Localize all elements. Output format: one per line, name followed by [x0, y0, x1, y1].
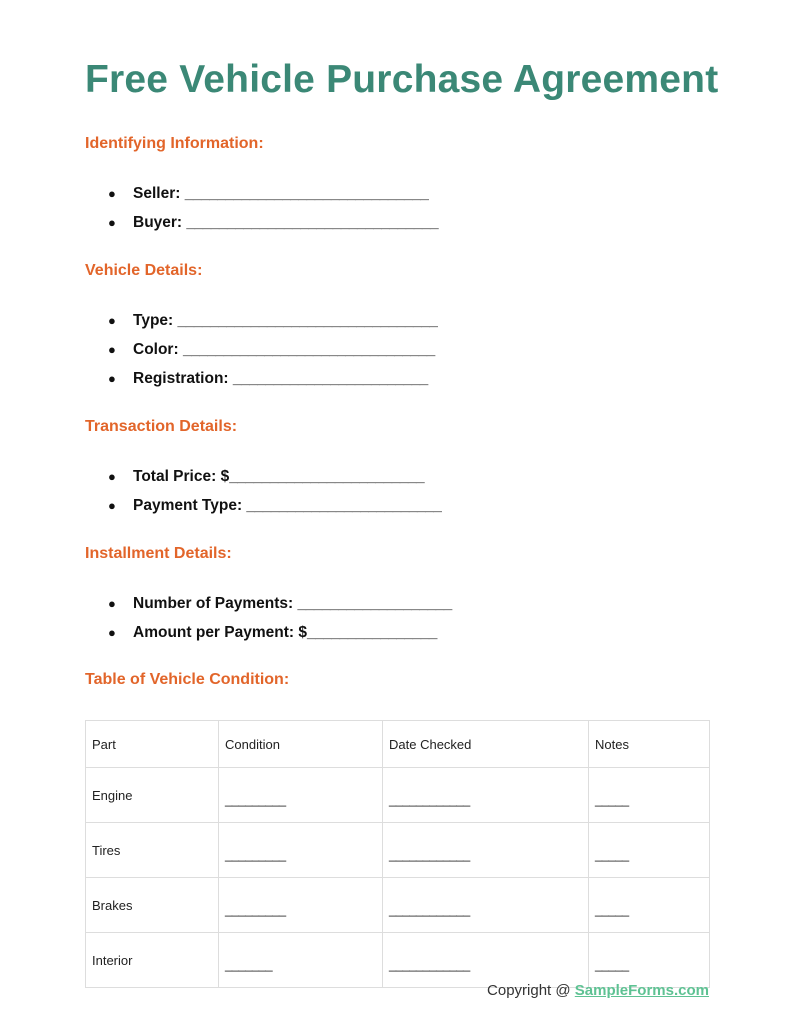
- identifying-info-heading: Identifying Information:: [85, 135, 264, 152]
- copyright-footer: [487, 982, 709, 999]
- table-row: [86, 933, 710, 988]
- bullet-icon: ●: [108, 596, 116, 611]
- table-row: [86, 823, 710, 878]
- buyer-label: Buyer:: [133, 214, 183, 231]
- part-cell: Engine: [86, 768, 219, 823]
- notes-cell[interactable]: _____: [589, 768, 710, 823]
- bullet-icon: ●: [108, 186, 116, 201]
- bullet-icon: ●: [108, 498, 116, 513]
- table-row: [86, 768, 710, 823]
- date-checked-cell[interactable]: ____________: [383, 768, 589, 823]
- total-price-label: Total Price: $: [133, 468, 230, 485]
- table-header-row: [86, 721, 710, 768]
- number-of-payments-blank[interactable]: ___________________: [297, 595, 452, 612]
- vehicle-condition-heading: Table of Vehicle Condition:: [85, 671, 290, 688]
- total-price-blank[interactable]: ________________________: [229, 468, 425, 485]
- vehicle-details-list: [108, 306, 437, 393]
- condition-cell[interactable]: _________: [219, 878, 383, 933]
- transaction-details-list: [108, 462, 441, 520]
- bullet-icon: ●: [108, 625, 116, 640]
- vehicle-condition-table: [85, 720, 710, 988]
- registration-blank[interactable]: ________________________: [232, 370, 428, 387]
- part-cell: Tires: [86, 823, 219, 878]
- amount-per-payment-label: Amount per Payment: $: [133, 624, 307, 641]
- notes-cell[interactable]: _____: [589, 933, 710, 988]
- copyright-text: Copyright @: [487, 982, 575, 999]
- number-of-payments-label: Number of Payments:: [133, 595, 294, 612]
- buyer-field: [108, 208, 438, 237]
- payment-type-field: [108, 491, 441, 520]
- type-label: Type:: [133, 312, 174, 329]
- notes-cell[interactable]: _____: [589, 878, 710, 933]
- amount-per-payment-blank[interactable]: ________________: [306, 624, 437, 641]
- number-of-payments-field: [108, 589, 452, 618]
- condition-cell[interactable]: _________: [219, 768, 383, 823]
- condition-cell[interactable]: _______: [219, 933, 383, 988]
- buyer-blank[interactable]: _______________________________: [186, 214, 439, 231]
- vehicle-details-heading: Vehicle Details:: [85, 262, 203, 279]
- payment-type-blank[interactable]: ________________________: [246, 497, 442, 514]
- seller-blank[interactable]: ______________________________: [184, 185, 429, 202]
- bullet-icon: ●: [108, 342, 116, 357]
- transaction-details-heading: Transaction Details:: [85, 418, 238, 435]
- bullet-icon: ●: [108, 371, 116, 386]
- amount-per-payment-field: [108, 618, 452, 647]
- color-label: Color:: [133, 341, 179, 358]
- column-header-date-checked: Date Checked: [383, 721, 589, 768]
- payment-type-label: Payment Type:: [133, 497, 243, 514]
- date-checked-cell[interactable]: ____________: [383, 823, 589, 878]
- bullet-icon: ●: [108, 469, 116, 484]
- column-header-notes: Notes: [589, 721, 710, 768]
- table-row: [86, 878, 710, 933]
- column-header-part: Part: [86, 721, 219, 768]
- color-blank[interactable]: _______________________________: [182, 341, 435, 358]
- page-title: Free Vehicle Purchase Agreement: [85, 58, 719, 101]
- bullet-icon: ●: [108, 313, 116, 328]
- date-checked-cell[interactable]: ____________: [383, 878, 589, 933]
- date-checked-cell[interactable]: ____________: [383, 933, 589, 988]
- condition-cell[interactable]: _________: [219, 823, 383, 878]
- part-cell: Brakes: [86, 878, 219, 933]
- sampleforms-link[interactable]: SampleForms.com: [574, 982, 709, 999]
- installment-details-list: [108, 589, 452, 647]
- bullet-icon: ●: [108, 215, 116, 230]
- column-header-condition: Condition: [219, 721, 383, 768]
- registration-label: Registration:: [133, 370, 229, 387]
- seller-label: Seller:: [133, 185, 181, 202]
- seller-field: [108, 179, 438, 208]
- type-blank[interactable]: ________________________________: [177, 312, 438, 329]
- color-field: [108, 335, 437, 364]
- installment-details-heading: Installment Details:: [85, 545, 232, 562]
- notes-cell[interactable]: _____: [589, 823, 710, 878]
- total-price-field: [108, 462, 441, 491]
- part-cell: Interior: [86, 933, 219, 988]
- identifying-info-list: [108, 179, 438, 237]
- type-field: [108, 306, 437, 335]
- registration-field: [108, 364, 437, 393]
